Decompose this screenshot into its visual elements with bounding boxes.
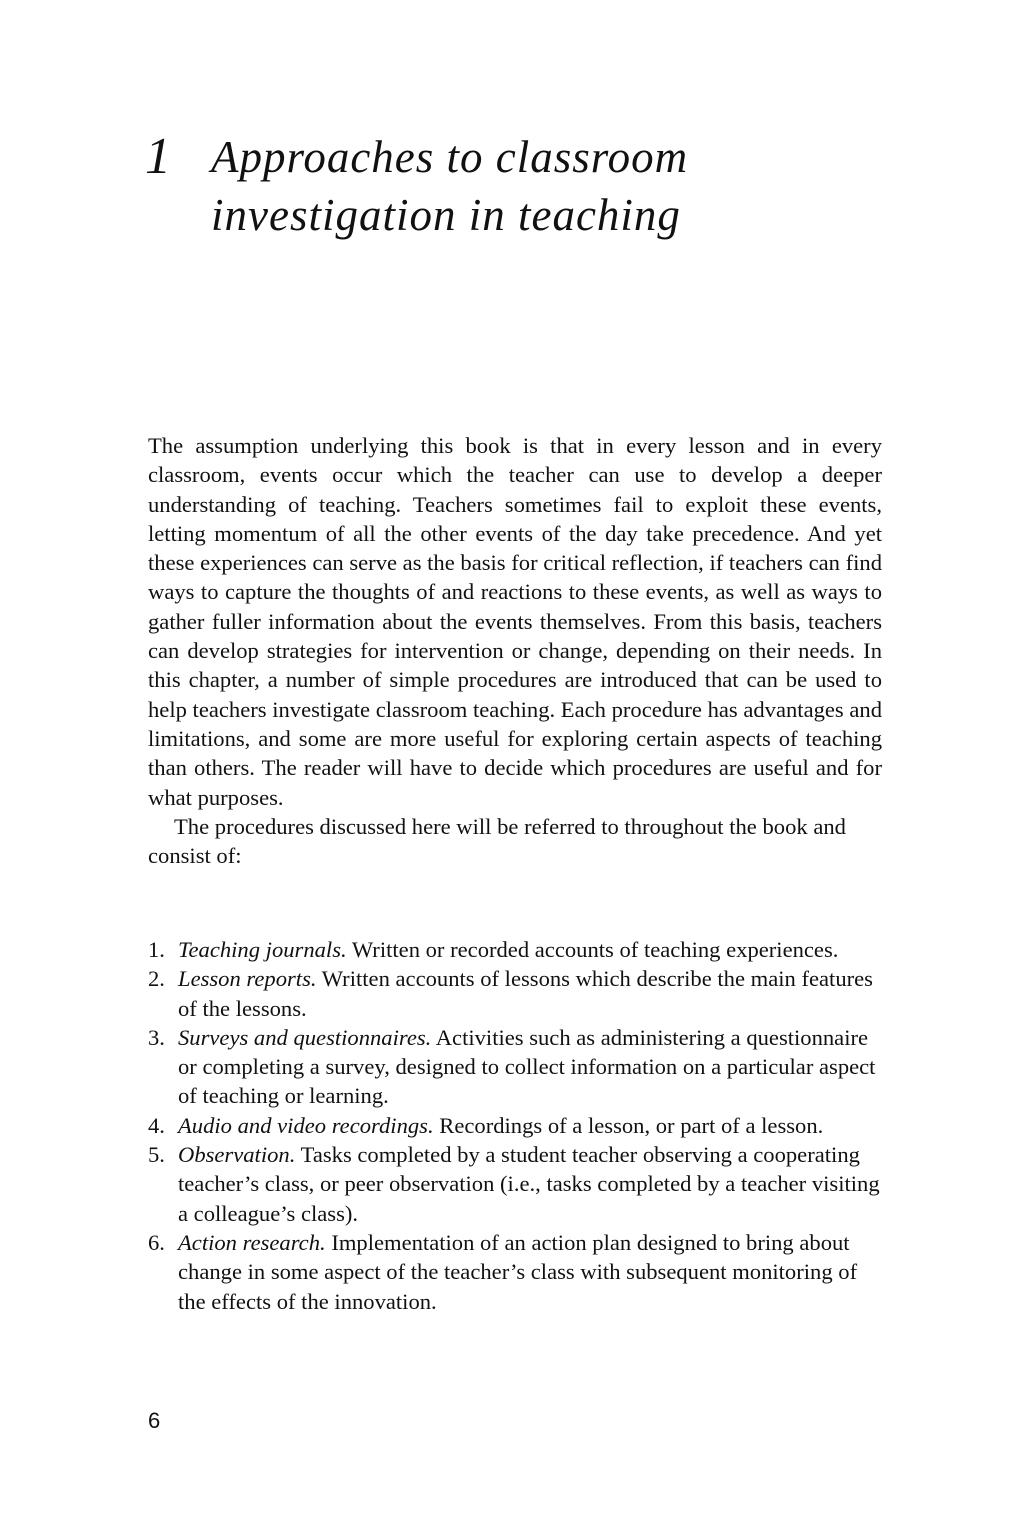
list-item-number: 2. xyxy=(148,966,165,992)
list-item-number: 3. xyxy=(148,1024,165,1050)
list-item xyxy=(148,1228,882,1316)
list-item-description: Written accounts of lessons which describe the main features of the lessons. xyxy=(178,966,873,1021)
list-item-term: Action research. xyxy=(178,1229,326,1255)
list-item xyxy=(148,1023,882,1111)
list-item-description: Implementation of an action plan designed to bring about change in some aspect of the teacher’s class with subsequent monitoring of the effects of the innovation. xyxy=(178,1229,858,1314)
list-item xyxy=(148,935,882,964)
list-item-number: 6. xyxy=(148,1229,165,1255)
list-item-term: Audio and video recordings. xyxy=(178,1112,434,1138)
list-item-term: Lesson reports. xyxy=(178,966,317,992)
procedures-list xyxy=(148,935,882,1316)
page-number: 6 xyxy=(148,1408,161,1433)
list-item-number: 5. xyxy=(148,1142,165,1168)
list-item-description: Activities such as administering a questionnaire or completing a survey, designed to collect information on a particular aspect of teaching or learning. xyxy=(178,1024,876,1109)
list-item-term: Surveys and questionnaires. xyxy=(178,1024,432,1050)
list-item-description: Tasks completed by a student teacher observing a cooperating teacher’s class, or peer observation (i.e., tasks completed by a teacher visiting a colleague’s class). xyxy=(178,1142,880,1226)
list-item-number: 1. xyxy=(148,937,165,962)
chapter-number: 1 xyxy=(145,128,172,185)
list-item xyxy=(148,1111,882,1140)
list-item-description: Written or recorded accounts of teaching experiences. xyxy=(351,937,839,962)
chapter-title-line-1: Approaches to classroom xyxy=(211,132,689,182)
list-item-term: Teaching journals. xyxy=(178,937,347,962)
procedures-intro-paragraph: The procedures discussed here will be referred to throughout the book and consist of: xyxy=(148,813,846,869)
intro-paragraph: The assumption underlying this book is that in every lesson and in every classroom, events occur which the teacher can use to develop a deeper understanding of teaching. Teachers sometimes fail to exploit these events, letting momentum of all the other events of the day take precedence. And yet these experiences can serve as the basis for critical reflection, if teachers can find ways to capture the thoughts of and reactions to these events, as well as ways to gather fuller information about the events themselves. From this basis, teachers can develop strategies for intervention or change, depending on their needs. In this chapter, a number of simple procedures are introduced that can be used to help teachers investigate classroom teaching. Each procedure has advantages and limitations, and some are more useful for exploring certain aspects of teaching than others. The reader will have to decide which procedures are useful and for what purposes. xyxy=(148,433,882,810)
body-text xyxy=(148,431,882,870)
list-item-term: Observation. xyxy=(178,1142,296,1168)
chapter-heading xyxy=(145,128,905,244)
list-item xyxy=(148,964,882,1023)
chapter-title-line-2: investigation in teaching xyxy=(211,190,681,240)
list-item-description: Recordings of a lesson, or part of a lesson. xyxy=(439,1112,824,1138)
list-item-number: 4. xyxy=(148,1112,165,1138)
list-item xyxy=(148,1140,882,1228)
